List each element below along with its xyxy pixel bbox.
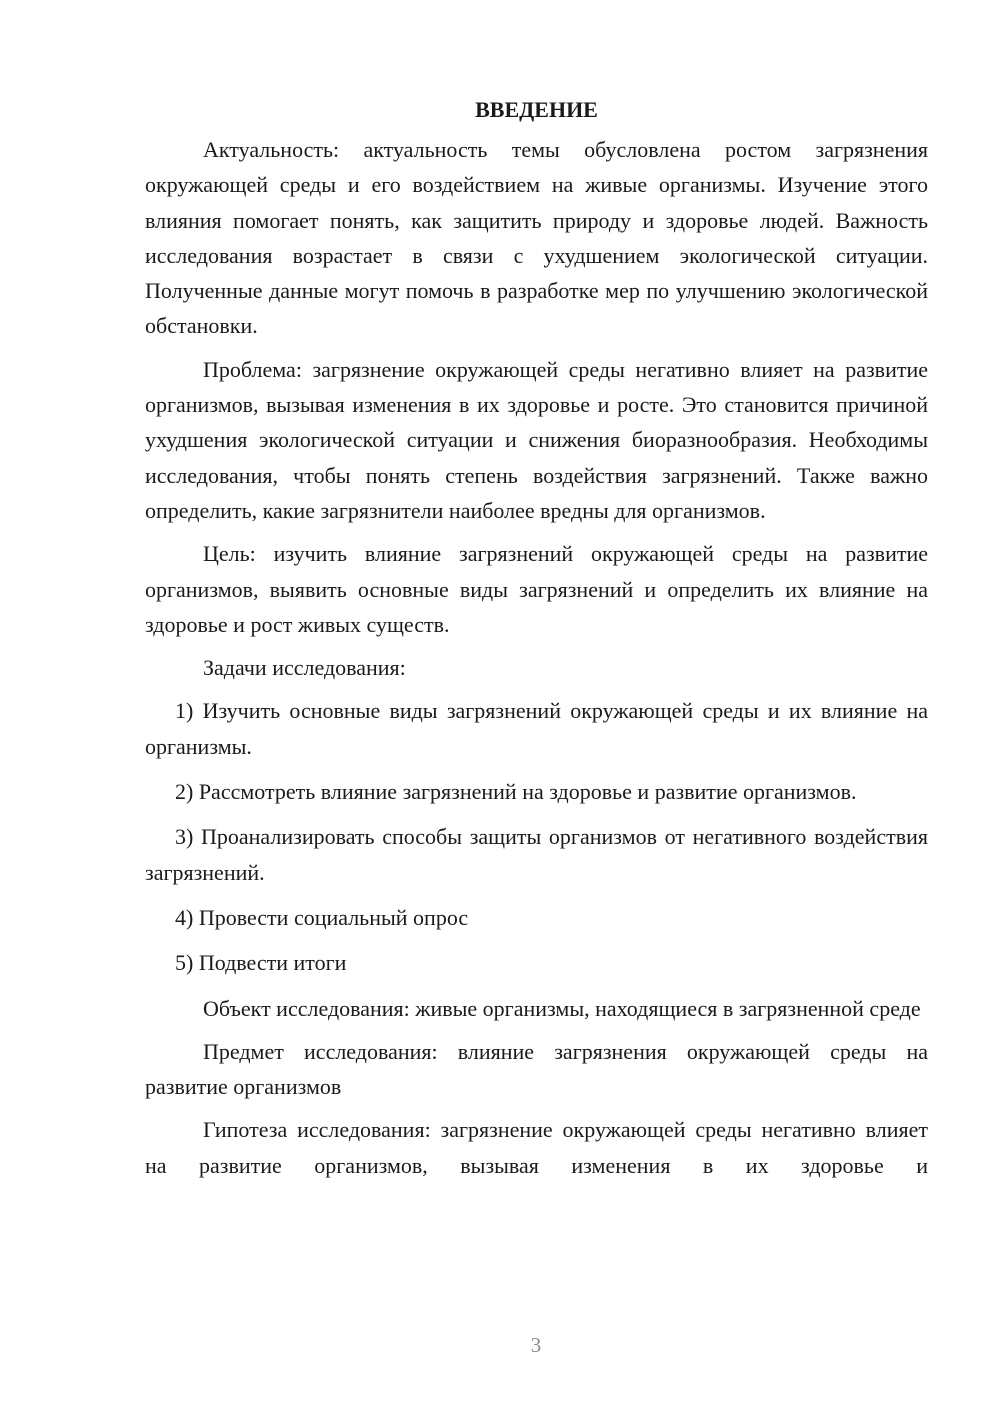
task-item-1: 1) Изучить основные виды загрязнений окружающей среды и их влияние на организмы. — [145, 698, 928, 759]
problem-paragraph: Проблема: загрязнение окружающей среды негативно влияет на развитие организмов, вызывая изменения в их здоровье и росте. Это становится причиной ухудшения экологической ситуации и снижения биоразнообразия. Необходимы исследования, чтобы понять степень воздействия загрязнений. Также важно определить, какие загрязнители наиболее вредны для организмов. — [145, 356, 928, 523]
hypothesis-paragraph: Гипотеза исследования: загрязнение окружающей среды негативно влияет на развитие организмов, вызывая изменения в их здоровье и — [145, 1117, 928, 1178]
task-item-3: 3) Проанализировать способы защиты организмов от негативного воздействия загрязнений. — [145, 824, 928, 885]
task-item-5: 5) Подвести итоги — [175, 950, 347, 976]
subject-paragraph: Предмет исследования: влияние загрязнения окружающей среды на развитие организмов — [145, 1038, 928, 1100]
section-title: ВВЕДЕНИЕ — [475, 97, 598, 122]
page-number: 3 — [530, 1333, 542, 1357]
task-item-4: 4) Провести социальный опрос — [175, 904, 469, 930]
relevance-paragraph: Актуальность: актуальность темы обусловлена ростом загрязнения окружающей среды и его воздействием на живые организмы. Изучение этого влияния помогает понять, как защитить природу и здоровье людей. Важность исследования возрастает в связи с ухудшением экологической ситуации. Полученные данные могут помочь в разработке мер по улучшению экологической обстановки. — [145, 137, 928, 339]
task-item-2: 2) Рассмотреть влияние загрязнений на здоровье и развитие организмов. — [175, 779, 857, 805]
document-page — [145, 92, 928, 1191]
goal-paragraph: Цель: изучить влияние загрязнений окружающей среды на развитие организмов, выявить основные виды загрязнений и определить их влияние на здоровье и рост живых существ. — [145, 541, 928, 637]
tasks-heading: Задачи исследования: — [203, 655, 406, 681]
object-paragraph: Объект исследования: живые организмы, находящиеся в загрязненной среде — [203, 995, 921, 1021]
